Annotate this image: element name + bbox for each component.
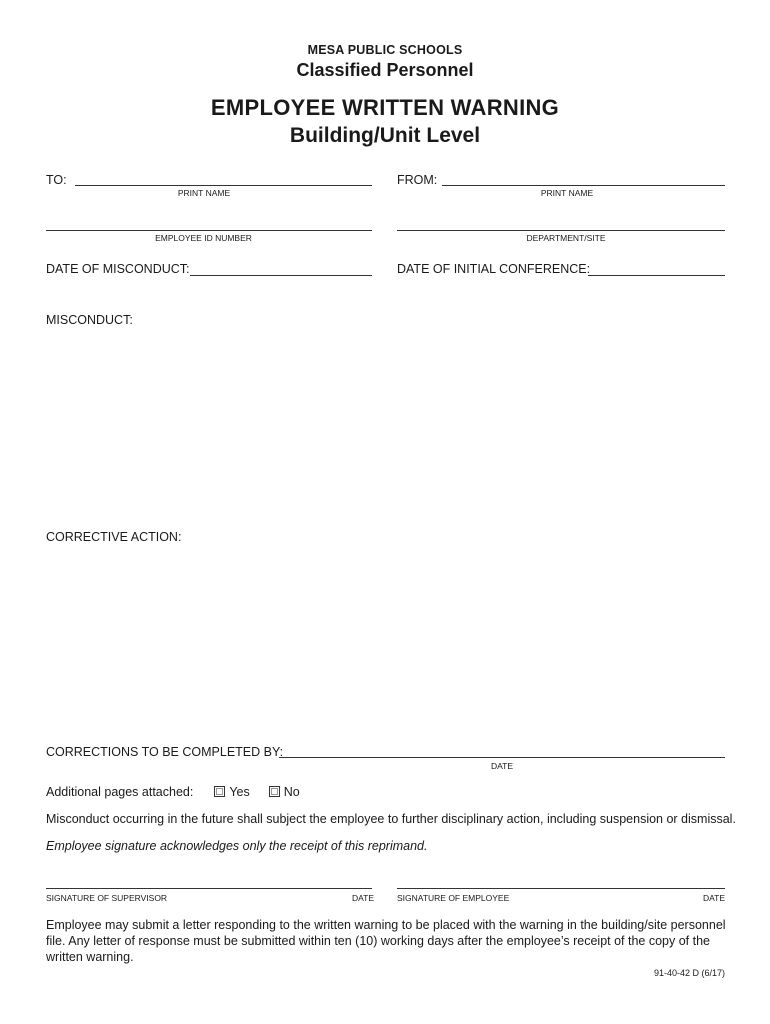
- supervisor-date-caption: DATE: [352, 893, 375, 903]
- date-initial-conference-field[interactable]: [588, 275, 725, 276]
- supervisor-signature-field[interactable]: [46, 888, 372, 889]
- additional-pages-label: Additional pages attached:: [46, 785, 194, 799]
- department-site-field[interactable]: [397, 230, 725, 231]
- form-title: EMPLOYEE WRITTEN WARNING: [210, 95, 560, 120]
- no-checkbox[interactable]: [269, 786, 280, 797]
- yes-label: Yes: [229, 785, 250, 799]
- supervisor-signature-caption: SIGNATURE OF SUPERVISOR: [46, 893, 168, 903]
- future-misconduct-statement: Misconduct occurring in the future shall subject the employee to further disciplinary action, including suspension or dismissal.: [46, 812, 736, 826]
- form-code: 91-40-42 D (6/17): [653, 968, 725, 978]
- date-initial-conference-label: DATE OF INITIAL CONFERENCE:: [397, 262, 591, 276]
- department-site-caption: DEPARTMENT/SITE: [526, 233, 606, 243]
- additional-pages-row: [46, 785, 300, 799]
- misconduct-text-area[interactable]: [46, 332, 725, 522]
- employee-id-caption: EMPLOYEE ID NUMBER: [155, 233, 252, 243]
- to-name-field[interactable]: [75, 185, 372, 186]
- employee-signature-caption: SIGNATURE OF EMPLOYEE: [397, 893, 510, 903]
- corrections-label: CORRECTIONS TO BE COMPLETED BY:: [46, 745, 284, 759]
- to-print-name-caption: PRINT NAME: [177, 188, 231, 198]
- employee-id-field[interactable]: [46, 230, 372, 231]
- corrections-date-caption: DATE: [490, 761, 514, 771]
- corrective-action-label: CORRECTIVE ACTION:: [46, 530, 182, 544]
- from-print-name-caption: PRINT NAME: [540, 188, 594, 198]
- organization-name: MESA PUBLIC SCHOOLS: [307, 43, 463, 57]
- acknowledgment-statement: Employee signature acknowledges only the receipt of this reprimand.: [46, 839, 428, 853]
- employee-date-caption: DATE: [703, 893, 726, 903]
- date-of-misconduct-field[interactable]: [190, 275, 372, 276]
- response-note: Employee may submit a letter responding to the written warning to be placed with the warning in the building/site personnel file. Any letter of response must be submitted within ten (10) working days after the employee’s receipt of the copy of the written warning.: [46, 918, 726, 964]
- corrective-action-text-area[interactable]: [46, 548, 725, 738]
- form-subtitle: Building/Unit Level: [289, 124, 481, 147]
- date-of-misconduct-label: DATE OF MISCONDUCT:: [46, 262, 190, 276]
- from-name-field[interactable]: [442, 185, 725, 186]
- from-label: FROM:: [397, 173, 438, 187]
- department-name: Classified Personnel: [296, 60, 474, 80]
- corrections-date-field[interactable]: [279, 757, 725, 758]
- yes-checkbox[interactable]: [214, 786, 225, 797]
- employee-signature-field[interactable]: [397, 888, 725, 889]
- misconduct-label: MISCONDUCT:: [46, 313, 133, 327]
- no-label: No: [283, 785, 300, 799]
- to-label: TO:: [46, 173, 67, 187]
